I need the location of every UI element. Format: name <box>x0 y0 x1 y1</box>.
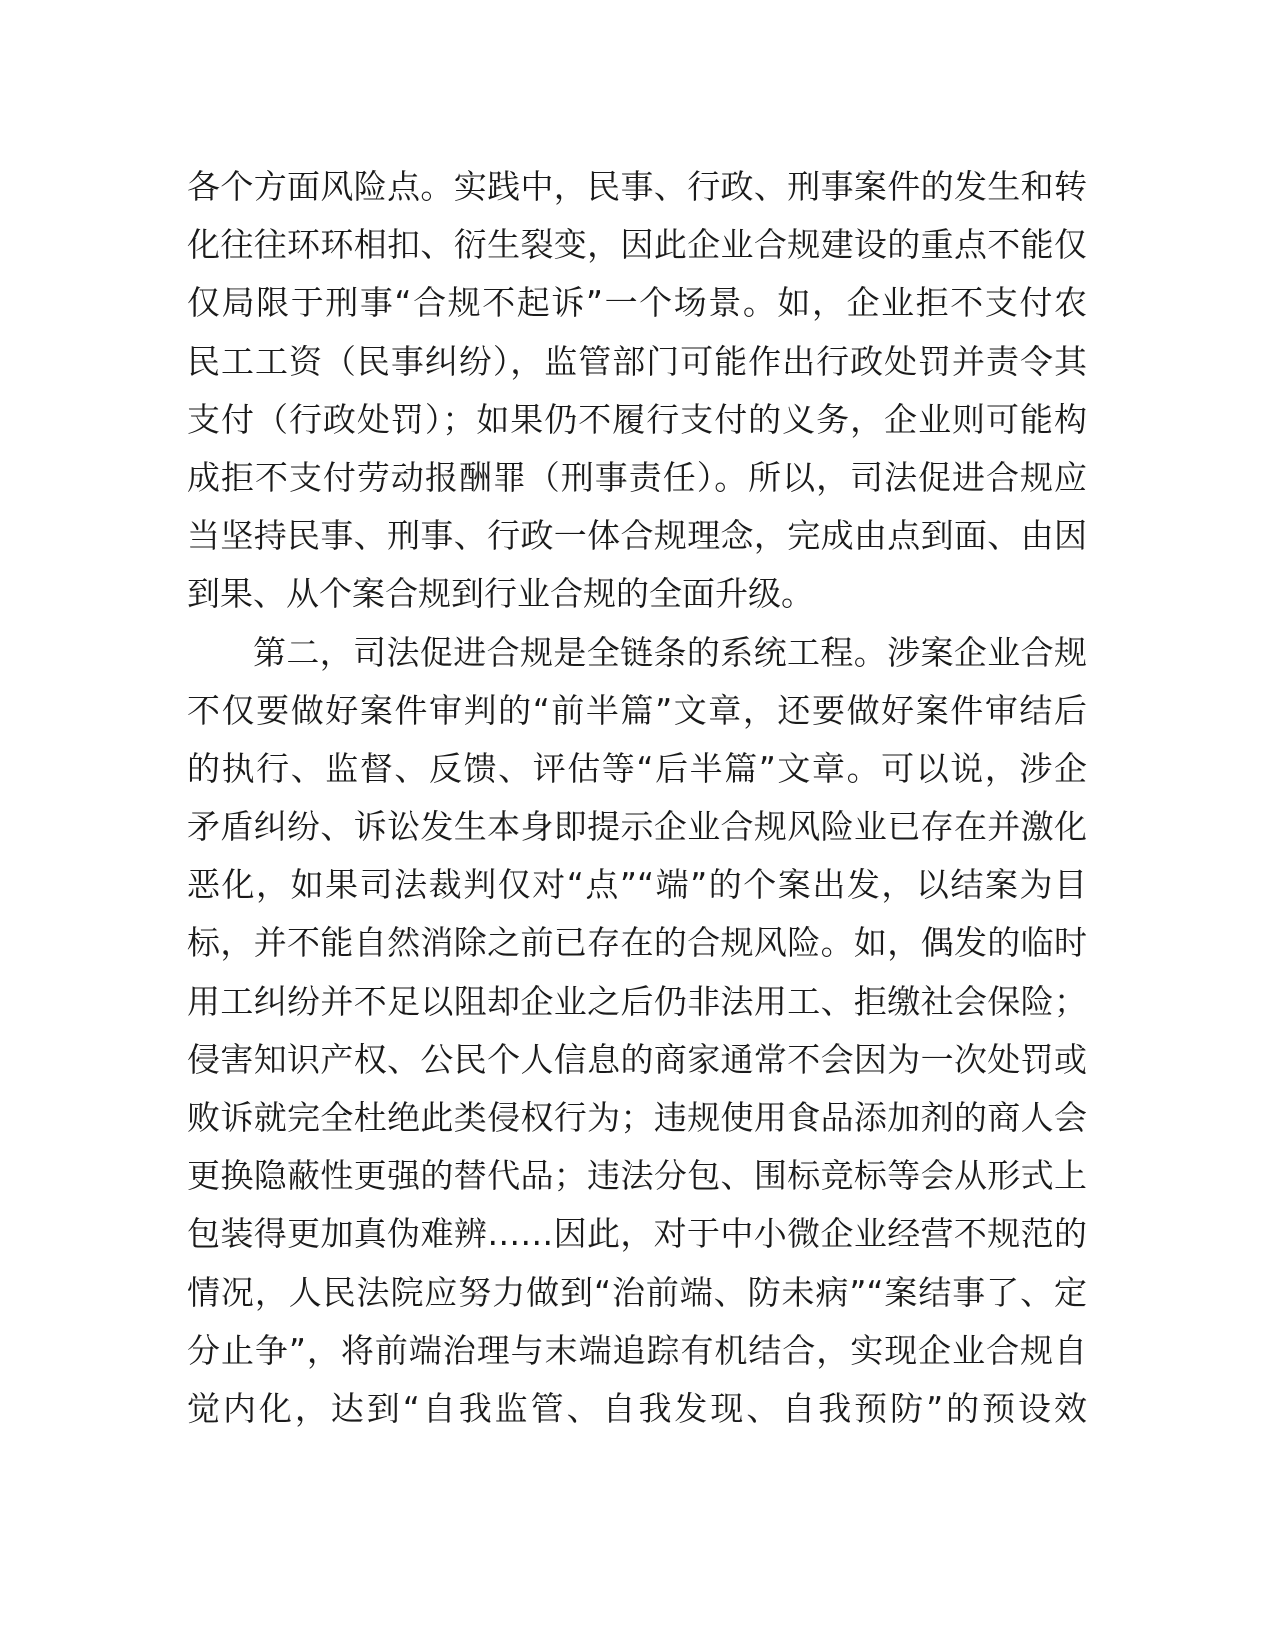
paragraph-1 <box>187 158 1087 624</box>
text-line: 成拒不支付劳动报酬罪（刑事责任）。所以，司法促进合规应 <box>187 457 1087 497</box>
text-line: 包装得更加真伪难辨……因此，对于中小微企业经营不规范的 <box>187 1214 1087 1254</box>
text-line: 侵害知识产权、公民个人信息的商家通常不会因为一次处罚或 <box>187 1039 1087 1079</box>
text-line: 支付（行政处罚）；如果仍不履行支付的义务，企业则可能构 <box>187 399 1087 439</box>
paragraph-2 <box>187 624 1087 1439</box>
text-line: 当坚持民事、刑事、行政一体合规理念，完成由点到面、由因 <box>187 516 1087 556</box>
text-line: 不仅要做好案件审判的“前半篇”文章，还要做好案件审结后 <box>187 690 1087 730</box>
text-line: 觉内化，达到“自我监管、自我发现、自我预防”的预设效 <box>187 1388 1087 1428</box>
text-line: 各个方面风险点。实践中，民事、行政、刑事案件的发生和转 <box>187 167 1087 206</box>
text-line: 败诉就完全杜绝此类侵权行为；违规使用食品添加剂的商人会 <box>187 1098 1087 1137</box>
document-body <box>187 158 1087 1438</box>
text-line: 矛盾纠纷、诉讼发生本身即提示企业合规风险业已存在并激化 <box>187 807 1087 847</box>
text-line: 更换隐蔽性更强的替代品；违法分包、围标竞标等会从形式上 <box>187 1156 1087 1196</box>
text-line: 民工工资（民事纠纷），监管部门可能作出行政处罚并责令其 <box>187 341 1087 381</box>
text-line: 到果、从个案合规到行业合规的全面升级。 <box>187 574 814 614</box>
text-line: 标，并不能自然消除之前已存在的合规风险。如，偶发的临时 <box>187 923 1087 963</box>
text-line: 分止争”，将前端治理与末端追踪有机结合，实现企业合规自 <box>187 1330 1087 1370</box>
text-line: 仅局限于刑事“合规不起诉”一个场景。如，企业拒不支付农 <box>187 283 1087 323</box>
text-line: 恶化，如果司法裁判仅对“点”“端”的个案出发，以结案为目 <box>187 865 1087 905</box>
text-line: 的执行、监督、反馈、评估等“后半篇”文章。可以说，涉企 <box>187 748 1087 788</box>
text-line: 情况，人民法院应努力做到“治前端、防未病”“案结事了、定 <box>187 1272 1087 1312</box>
text-line: 化往往环环相扣、衍生裂变，因此企业合规建设的重点不能仅 <box>187 225 1087 265</box>
text-line: 用工纠纷并不足以阻却企业之后仍非法用工、拒缴社会保险； <box>187 981 1087 1021</box>
text-line: 第二，司法促进合规是全链条的系统工程。涉案企业合规 <box>253 632 1087 672</box>
